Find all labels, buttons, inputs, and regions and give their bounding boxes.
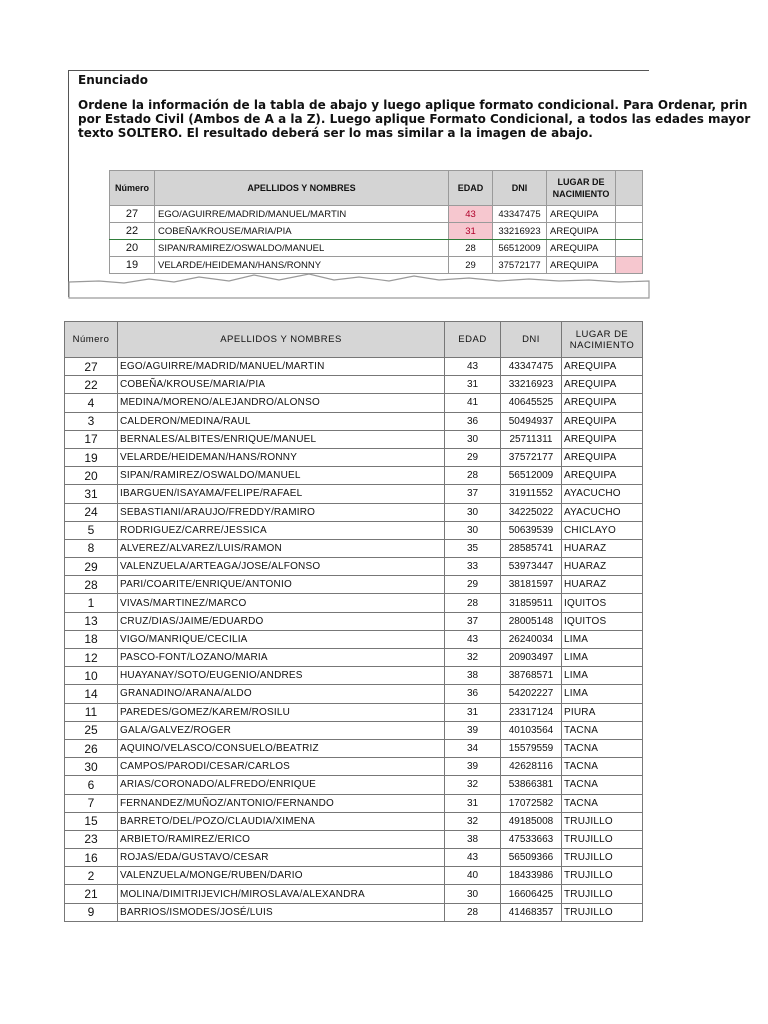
cell-dni[interactable]: 23317124 — [501, 703, 562, 721]
cell-nombres[interactable]: RODRIGUEZ/CARRE/JESSICA — [118, 521, 445, 539]
example-cell-nombres: SIPAN/RAMIREZ/OSWALDO/MANUEL — [155, 240, 449, 257]
cell-nombres[interactable]: ROJAS/EDA/GUSTAVO/CESAR — [118, 849, 445, 867]
cell-lugar[interactable]: TACNA — [562, 721, 643, 739]
cell-dni[interactable]: 33216923 — [501, 376, 562, 394]
example-cell-extra — [616, 223, 643, 240]
table-row — [65, 739, 643, 757]
cell-numero[interactable]: 9 — [65, 903, 118, 921]
header-lugar-line-2: NACIMIENTO — [569, 339, 635, 351]
table-row — [65, 430, 643, 448]
cell-numero[interactable]: 14 — [65, 685, 118, 703]
cell-numero[interactable]: 15 — [65, 812, 118, 830]
cell-edad[interactable]: 39 — [445, 721, 501, 739]
cell-nombres[interactable]: VIVAS/MARTINEZ/MARCO — [118, 594, 445, 612]
cell-dni[interactable]: 31911552 — [501, 485, 562, 503]
enunciado-text — [78, 98, 751, 140]
cell-numero[interactable]: 23 — [65, 830, 118, 848]
enunciado-box — [68, 70, 751, 297]
cell-dni[interactable]: 49185008 — [501, 812, 562, 830]
cell-lugar[interactable]: AYACUCHO — [562, 485, 643, 503]
cell-nombres[interactable]: BARRETO/DEL/POZO/CLAUDIA/XIMENA — [118, 812, 445, 830]
cell-numero[interactable]: 25 — [65, 721, 118, 739]
cell-numero[interactable]: 5 — [65, 521, 118, 539]
table-row — [65, 594, 643, 612]
cell-dni[interactable]: 43347475 — [501, 358, 562, 376]
cell-dni[interactable]: 40103564 — [501, 721, 562, 739]
example-header-numero: Número — [110, 171, 155, 206]
cell-nombres[interactable]: VALENZUELA/ARTEAGA/JOSE/ALFONSO — [118, 558, 445, 576]
example-cell-extra — [616, 240, 643, 257]
table-row — [65, 503, 643, 521]
cell-numero[interactable]: 4 — [65, 394, 118, 412]
cell-lugar[interactable]: HUARAZ — [562, 558, 643, 576]
cell-lugar[interactable]: AREQUIPA — [562, 376, 643, 394]
cell-edad[interactable]: 38 — [445, 830, 501, 848]
cell-edad[interactable]: 32 — [445, 776, 501, 794]
cell-numero[interactable]: 10 — [65, 667, 118, 685]
cell-nombres[interactable]: ARIAS/CORONADO/ALFREDO/ENRIQUE — [118, 776, 445, 794]
header-numero: Número — [65, 322, 118, 358]
cell-lugar[interactable]: TACNA — [562, 758, 643, 776]
cell-nombres[interactable]: GRANADINO/ARANA/ALDO — [118, 685, 445, 703]
cell-dni[interactable]: 41468357 — [501, 903, 562, 921]
cell-numero[interactable]: 30 — [65, 758, 118, 776]
cell-edad[interactable]: 37 — [445, 485, 501, 503]
example-cell-edad: 31 — [449, 223, 493, 240]
cell-edad[interactable]: 29 — [445, 448, 501, 466]
header-edad: EDAD — [445, 322, 501, 358]
torn-edge-path — [69, 274, 649, 298]
cell-dni[interactable]: 25711311 — [501, 430, 562, 448]
cell-dni[interactable]: 34225022 — [501, 503, 562, 521]
table-row — [65, 830, 643, 848]
cell-lugar[interactable]: TRUJILLO — [562, 849, 643, 867]
cell-edad[interactable]: 33 — [445, 558, 501, 576]
cell-numero[interactable]: 1 — [65, 594, 118, 612]
cell-nombres[interactable]: COBEÑA/KROUSE/MARIA/PIA — [118, 376, 445, 394]
cell-edad[interactable]: 31 — [445, 794, 501, 812]
example-cell-numero: 19 — [110, 257, 155, 274]
cell-lugar[interactable]: TRUJILLO — [562, 885, 643, 903]
cell-dni[interactable]: 56512009 — [501, 467, 562, 485]
example-header-extra — [616, 171, 643, 206]
cell-nombres[interactable]: MOLINA/DIMITRIJEVICH/MIROSLAVA/ALEXANDRA — [118, 885, 445, 903]
example-cell-dni: 33216923 — [493, 223, 547, 240]
example-cell-lugar: AREQUIPA — [547, 223, 616, 240]
cell-edad[interactable]: 30 — [445, 521, 501, 539]
cell-lugar[interactable]: TRUJILLO — [562, 830, 643, 848]
header-nombres: APELLIDOS Y NOMBRES — [118, 322, 445, 358]
example-cell-dni: 56512009 — [493, 240, 547, 257]
cell-dni[interactable]: 26240034 — [501, 630, 562, 648]
cell-edad[interactable]: 41 — [445, 394, 501, 412]
cell-dni[interactable]: 38768571 — [501, 667, 562, 685]
cell-numero[interactable]: 6 — [65, 776, 118, 794]
header-lugar-line-1: LUGAR DE — [575, 328, 629, 340]
cell-numero[interactable]: 31 — [65, 485, 118, 503]
cell-nombres[interactable]: VELARDE/HEIDEMAN/HANS/RONNY — [118, 448, 445, 466]
cell-dni[interactable]: 18433986 — [501, 867, 562, 885]
enunciado-title: Enunciado — [78, 73, 148, 87]
cell-edad[interactable]: 28 — [445, 467, 501, 485]
cell-lugar[interactable]: TRUJILLO — [562, 903, 643, 921]
example-header-edad: EDAD — [449, 171, 493, 206]
example-cell-dni: 43347475 — [493, 206, 547, 223]
cell-edad[interactable]: 40 — [445, 867, 501, 885]
cell-edad[interactable]: 31 — [445, 376, 501, 394]
cell-numero[interactable]: 16 — [65, 849, 118, 867]
example-cell-lugar: AREQUIPA — [547, 206, 616, 223]
cell-lugar[interactable]: AREQUIPA — [562, 358, 643, 376]
cell-lugar[interactable]: CHICLAYO — [562, 521, 643, 539]
cell-nombres[interactable]: VIGO/MANRIQUE/CECILIA — [118, 630, 445, 648]
cell-dni[interactable]: 38181597 — [501, 576, 562, 594]
example-cell-extra — [616, 206, 643, 223]
example-row — [110, 223, 643, 240]
cell-nombres[interactable]: CAMPOS/PARODI/CESAR/CARLOS — [118, 758, 445, 776]
enunciado-line-1: Ordene la información de la tabla de abajo y luego aplique formato condicional. Para Ordenar, prin — [78, 98, 748, 112]
cell-lugar[interactable]: IQUITOS — [562, 612, 643, 630]
cell-edad[interactable]: 30 — [445, 885, 501, 903]
example-cell-numero: 27 — [110, 206, 155, 223]
cell-lugar[interactable]: TRUJILLO — [562, 867, 643, 885]
cell-dni[interactable]: 28005148 — [501, 612, 562, 630]
cell-nombres[interactable]: PAREDES/GOMEZ/KAREM/ROSILU — [118, 703, 445, 721]
table-row — [65, 703, 643, 721]
table-row — [65, 394, 643, 412]
cell-numero[interactable]: 21 — [65, 885, 118, 903]
cell-edad[interactable]: 36 — [445, 685, 501, 703]
cell-lugar[interactable]: AREQUIPA — [562, 394, 643, 412]
table-row — [65, 630, 643, 648]
table-row — [65, 867, 643, 885]
cell-dni[interactable]: 17072582 — [501, 794, 562, 812]
cell-edad[interactable]: 43 — [445, 358, 501, 376]
cell-nombres[interactable]: HUAYANAY/SOTO/EUGENIO/ANDRES — [118, 667, 445, 685]
cell-lugar[interactable]: LIMA — [562, 667, 643, 685]
example-header-lugar: LUGAR DE NACIMIENTO — [547, 171, 616, 206]
cell-edad[interactable]: 30 — [445, 503, 501, 521]
cell-nombres[interactable]: BERNALES/ALBITES/ENRIQUE/MANUEL — [118, 430, 445, 448]
example-row — [110, 206, 643, 223]
cell-lugar[interactable]: AREQUIPA — [562, 448, 643, 466]
cell-edad[interactable]: 34 — [445, 739, 501, 757]
cell-lugar[interactable]: TACNA — [562, 794, 643, 812]
cell-nombres[interactable]: AQUINO/VELASCO/CONSUELO/BEATRIZ — [118, 739, 445, 757]
cell-dni[interactable]: 20903497 — [501, 649, 562, 667]
cell-numero[interactable]: 11 — [65, 703, 118, 721]
cell-numero[interactable]: 27 — [65, 358, 118, 376]
cell-nombres[interactable]: CALDERON/MEDINA/RAUL — [118, 412, 445, 430]
cell-lugar[interactable]: PIURA — [562, 703, 643, 721]
table-row — [65, 412, 643, 430]
cell-nombres[interactable]: EGO/AGUIRRE/MADRID/MANUEL/MARTIN — [118, 358, 445, 376]
cell-dni[interactable]: 42628116 — [501, 758, 562, 776]
example-cell-numero: 20 — [110, 240, 155, 257]
cell-nombres[interactable]: BARRIOS/ISMODES/JOSÉ/LUIS — [118, 903, 445, 921]
table-row — [65, 467, 643, 485]
table-row — [65, 794, 643, 812]
cell-nombres[interactable]: GALA/GALVEZ/ROGER — [118, 721, 445, 739]
cell-lugar[interactable]: HUARAZ — [562, 539, 643, 557]
cell-lugar[interactable]: IQUITOS — [562, 594, 643, 612]
cell-edad[interactable]: 28 — [445, 903, 501, 921]
cell-numero[interactable]: 29 — [65, 558, 118, 576]
table-row — [65, 612, 643, 630]
cell-numero[interactable]: 24 — [65, 503, 118, 521]
cell-dni[interactable]: 50494937 — [501, 412, 562, 430]
cell-lugar[interactable]: LIMA — [562, 685, 643, 703]
example-cell-nombres: EGO/AGUIRRE/MADRID/MANUEL/MARTIN — [155, 206, 449, 223]
example-cell-edad: 43 — [449, 206, 493, 223]
cell-numero[interactable]: 13 — [65, 612, 118, 630]
cell-nombres[interactable]: SEBASTIANI/ARAUJO/FREDDY/RAMIRO — [118, 503, 445, 521]
cell-nombres[interactable]: ALVEREZ/ALVAREZ/LUIS/RAMON — [118, 539, 445, 557]
example-header-dni: DNI — [493, 171, 547, 206]
cell-lugar[interactable]: TACNA — [562, 776, 643, 794]
cell-edad[interactable]: 31 — [445, 703, 501, 721]
cell-numero[interactable]: 19 — [65, 448, 118, 466]
enunciado-line-2: por Estado Civil (Ambos de A a la Z). Luego aplique Formato Condicional, a todos las edades mayor — [78, 112, 751, 126]
cell-dni[interactable]: 37572177 — [501, 448, 562, 466]
cell-dni[interactable]: 40645525 — [501, 394, 562, 412]
cell-numero[interactable]: 22 — [65, 376, 118, 394]
cell-lugar[interactable]: LIMA — [562, 630, 643, 648]
example-cell-edad: 28 — [449, 240, 493, 257]
cell-edad[interactable]: 35 — [445, 539, 501, 557]
cell-numero[interactable]: 7 — [65, 794, 118, 812]
cell-nombres[interactable]: FERNANDEZ/MUÑOZ/ANTONIO/FERNANDO — [118, 794, 445, 812]
cell-dni[interactable]: 53973447 — [501, 558, 562, 576]
cell-edad[interactable]: 29 — [445, 576, 501, 594]
cell-edad[interactable]: 43 — [445, 630, 501, 648]
example-cell-lugar: AREQUIPA — [547, 257, 616, 274]
table-row — [65, 849, 643, 867]
cell-edad[interactable]: 32 — [445, 649, 501, 667]
cell-numero[interactable]: 3 — [65, 412, 118, 430]
example-cell-lugar: AREQUIPA — [547, 240, 616, 257]
cell-dni[interactable]: 56509366 — [501, 849, 562, 867]
table-row — [65, 685, 643, 703]
example-cell-dni: 37572177 — [493, 257, 547, 274]
cell-dni[interactable]: 28585741 — [501, 539, 562, 557]
example-row — [110, 240, 643, 257]
cell-lugar[interactable]: AYACUCHO — [562, 503, 643, 521]
cell-lugar[interactable]: AREQUIPA — [562, 467, 643, 485]
table-row — [65, 667, 643, 685]
cell-dni[interactable]: 31859511 — [501, 594, 562, 612]
cell-numero[interactable]: 20 — [65, 467, 118, 485]
cell-lugar[interactable]: AREQUIPA — [562, 430, 643, 448]
cell-edad[interactable]: 43 — [445, 849, 501, 867]
torn-paper-edge — [69, 268, 649, 298]
cell-numero[interactable]: 28 — [65, 576, 118, 594]
table-row — [65, 649, 643, 667]
table-row — [65, 576, 643, 594]
cell-edad[interactable]: 37 — [445, 612, 501, 630]
cell-edad[interactable]: 39 — [445, 758, 501, 776]
cell-edad[interactable]: 36 — [445, 412, 501, 430]
cell-lugar[interactable]: TRUJILLO — [562, 812, 643, 830]
header-dni: DNI — [501, 322, 562, 358]
cell-nombres[interactable]: PARI/COARITE/ENRIQUE/ANTONIO — [118, 576, 445, 594]
cell-lugar[interactable]: TACNA — [562, 739, 643, 757]
table-row — [65, 376, 643, 394]
table-row — [65, 885, 643, 903]
cell-dni[interactable]: 16606425 — [501, 885, 562, 903]
table-row — [65, 485, 643, 503]
example-table — [109, 170, 643, 274]
cell-lugar[interactable]: LIMA — [562, 649, 643, 667]
cell-nombres[interactable]: VALENZUELA/MONGE/RUBEN/DARIO — [118, 867, 445, 885]
cell-lugar[interactable]: AREQUIPA — [562, 412, 643, 430]
example-cell-nombres: VELARDE/HEIDEMAN/HANS/RONNY — [155, 257, 449, 274]
cell-nombres[interactable]: PASCO-FONT/LOZANO/MARIA — [118, 649, 445, 667]
cell-edad[interactable]: 32 — [445, 812, 501, 830]
cell-numero[interactable]: 12 — [65, 649, 118, 667]
cell-dni[interactable]: 47533663 — [501, 830, 562, 848]
table-header-row — [65, 322, 643, 358]
cell-nombres[interactable]: ARBIETO/RAMIREZ/ERICO — [118, 830, 445, 848]
enunciado-line-3: texto SOLTERO. El resultado deberá ser lo mas similar a la imagen de abajo. — [78, 126, 593, 140]
table-row — [65, 448, 643, 466]
example-cell-edad: 29 — [449, 257, 493, 274]
cell-numero[interactable]: 2 — [65, 867, 118, 885]
data-table — [64, 321, 643, 922]
table-row — [65, 758, 643, 776]
example-header-nombres: APELLIDOS Y NOMBRES — [155, 171, 449, 206]
cell-dni[interactable]: 15579559 — [501, 739, 562, 757]
table-row — [65, 903, 643, 921]
cell-nombres[interactable]: MEDINA/MORENO/ALEJANDRO/ALONSO — [118, 394, 445, 412]
cell-numero[interactable]: 18 — [65, 630, 118, 648]
table-row — [65, 539, 643, 557]
table-row — [65, 721, 643, 739]
table-row — [65, 812, 643, 830]
cell-nombres[interactable]: SIPAN/RAMIREZ/OSWALDO/MANUEL — [118, 467, 445, 485]
example-cell-numero: 22 — [110, 223, 155, 240]
table-row — [65, 521, 643, 539]
table-body — [65, 358, 643, 922]
header-lugar — [562, 322, 643, 358]
cell-lugar[interactable]: HUARAZ — [562, 576, 643, 594]
cell-numero[interactable]: 26 — [65, 739, 118, 757]
cell-dni[interactable]: 53866381 — [501, 776, 562, 794]
cell-numero[interactable]: 17 — [65, 430, 118, 448]
example-cell-nombres: COBEÑA/KROUSE/MARIA/PIA — [155, 223, 449, 240]
cell-edad[interactable]: 38 — [445, 667, 501, 685]
cell-dni[interactable]: 54202227 — [501, 685, 562, 703]
cell-nombres[interactable]: IBARGUEN/ISAYAMA/FELIPE/RAFAEL — [118, 485, 445, 503]
cell-numero[interactable]: 8 — [65, 539, 118, 557]
cell-dni[interactable]: 50639539 — [501, 521, 562, 539]
cell-edad[interactable]: 30 — [445, 430, 501, 448]
cell-edad[interactable]: 28 — [445, 594, 501, 612]
table-row — [65, 776, 643, 794]
cell-nombres[interactable]: CRUZ/DIAS/JAIME/EDUARDO — [118, 612, 445, 630]
table-row — [65, 558, 643, 576]
table-row — [65, 358, 643, 376]
